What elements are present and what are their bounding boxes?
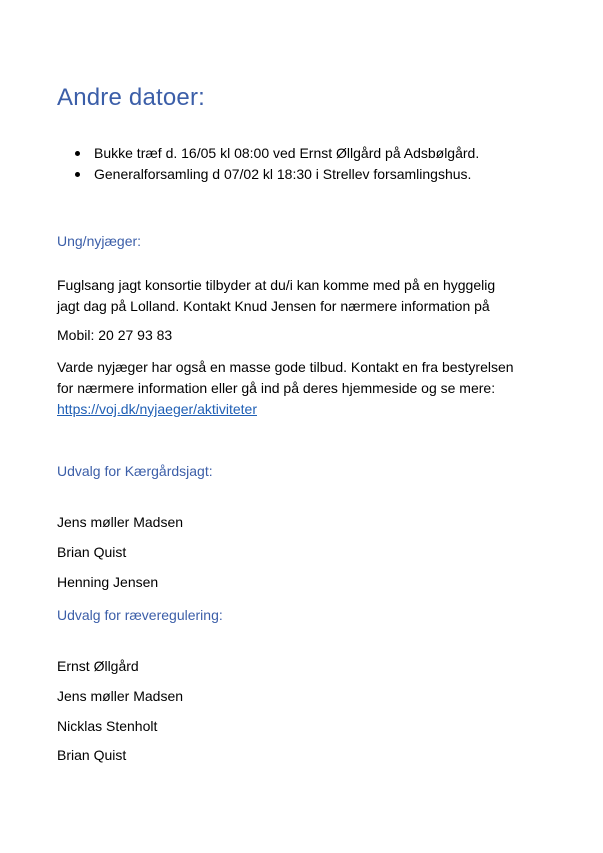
list-item-text: Bukke træf d. 16/05 kl 08:00 ved Ernst Øllgård på Adsbølgård. xyxy=(94,145,480,161)
member-name: Jens møller Madsen xyxy=(57,688,184,704)
list-item xyxy=(75,143,479,164)
link-line xyxy=(57,399,547,420)
section-title-raev: Udvalg for ræveregulering: xyxy=(57,607,223,623)
section-title-ung: Ung/nyjæger: xyxy=(57,233,142,249)
paragraph-varde xyxy=(57,357,547,420)
member-name: Ernst Øllgård xyxy=(57,658,139,674)
paragraph-fuglsang xyxy=(57,275,547,317)
list-item-text: Generalforsamling d 07/02 kl 18:30 i Strellev forsamlingshus. xyxy=(94,166,472,182)
bullet-icon xyxy=(75,151,80,156)
dates-list xyxy=(75,143,479,185)
member-name: Henning Jensen xyxy=(57,574,159,590)
page-heading: Andre datoer: xyxy=(57,84,206,111)
member-name: Jens møller Madsen xyxy=(57,514,184,530)
paragraph-line: jagt dag på Lolland. Kontakt Knud Jensen for nærmere information på xyxy=(57,298,490,314)
member-name: Brian Quist xyxy=(57,544,127,560)
mobile-number: Mobil: 20 27 93 83 xyxy=(57,327,173,343)
member-name: Brian Quist xyxy=(57,747,127,763)
member-name: Nicklas Stenholt xyxy=(57,718,158,734)
aktiviteter-link[interactable]: https://voj.dk/nyjaeger/aktiviteter xyxy=(57,401,257,417)
paragraph-line: Varde nyjæger har også en masse gode tilbud. Kontakt en fra bestyrelsen xyxy=(57,359,514,375)
paragraph-line: for nærmere information eller gå ind på deres hjemmeside og se mere: xyxy=(57,380,496,396)
section-title-kaergaard: Udvalg for Kærgårdsjagt: xyxy=(57,463,213,479)
list-item xyxy=(75,164,479,185)
paragraph-line: Fuglsang jagt konsortie tilbyder at du/i kan komme med på en hyggelig xyxy=(57,277,496,293)
bullet-icon xyxy=(75,172,80,177)
